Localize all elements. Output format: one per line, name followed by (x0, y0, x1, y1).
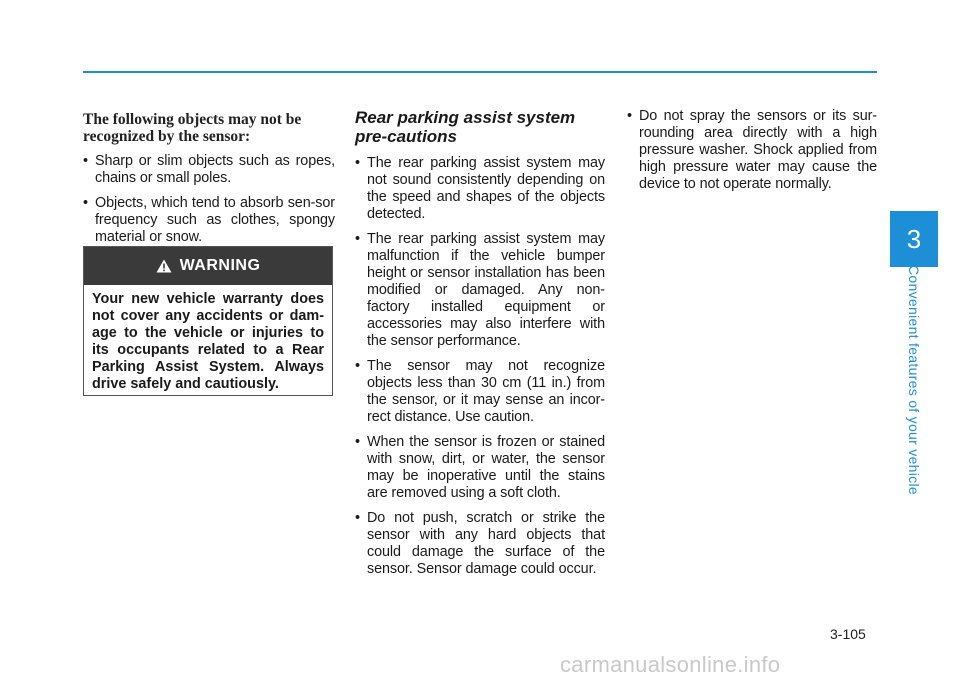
list-item: • When the sensor is frozen or stained with snow, dirt, or water, the sensor may be inoperative until the stains are removed using a soft cloth. (355, 434, 605, 502)
warning-body: Your new vehicle warranty does not cover any accidents or dam-age to the vehicle or injuries to its occupants related to a Rear Parking Assist System. Always drive safely and cautiously. (92, 291, 324, 392)
lead-text: The following objects may not be recognized by the sensor: (83, 111, 302, 145)
warning-header (84, 247, 332, 285)
section-heading: Rear parking assist system pre-cautions (355, 108, 576, 146)
list-item: • The rear parking assist system may malfunction if the vehicle bumper height or sensor installation has been modified or damaged. Any non-factory installed equipment or accessories may also interfere with the sensor performance. (355, 231, 605, 350)
warning-triangle-icon (156, 259, 172, 273)
list-item: • Objects, which tend to absorb sen-sor frequency such as clothes, spongy material or snow. (83, 195, 335, 246)
list-item: • Sharp or slim objects such as ropes, chains or small poles. (83, 153, 335, 187)
list-item: • Do not spray the sensors or its sur-rounding area directly with a high pressure washer. Shock applied from high pressure water may cause the device to not operate normally. (627, 108, 877, 193)
column-1 (83, 108, 335, 254)
list-item: • The sensor may not recognize objects less than 30 cm (11 in.) from the sensor, or it may sense an incor-rect distance. Use caution. (355, 358, 605, 426)
chapter-tab: 3 (890, 211, 938, 267)
warning-title: WARNING (179, 257, 261, 274)
column-3 (627, 108, 877, 201)
list-item: • Do not push, scratch or strike the sensor with any hard objects that could damage the surface of the sensor. Sensor damage could occur. (355, 510, 605, 578)
list-item: • The rear parking assist system may not sound consistently depending on the speed and shapes of the objects detected. (355, 155, 605, 223)
header-rule (83, 71, 877, 73)
bullet-list-2 (355, 155, 605, 578)
page-number: 3-105 (830, 626, 866, 642)
warning-box (83, 246, 333, 396)
watermark: carmanualsonline.info (560, 652, 781, 677)
column-2 (355, 108, 605, 586)
bullet-list-3 (627, 108, 877, 193)
chapter-title: Convenient features of your vehicle (906, 265, 922, 495)
bullet-list-1 (83, 153, 335, 246)
